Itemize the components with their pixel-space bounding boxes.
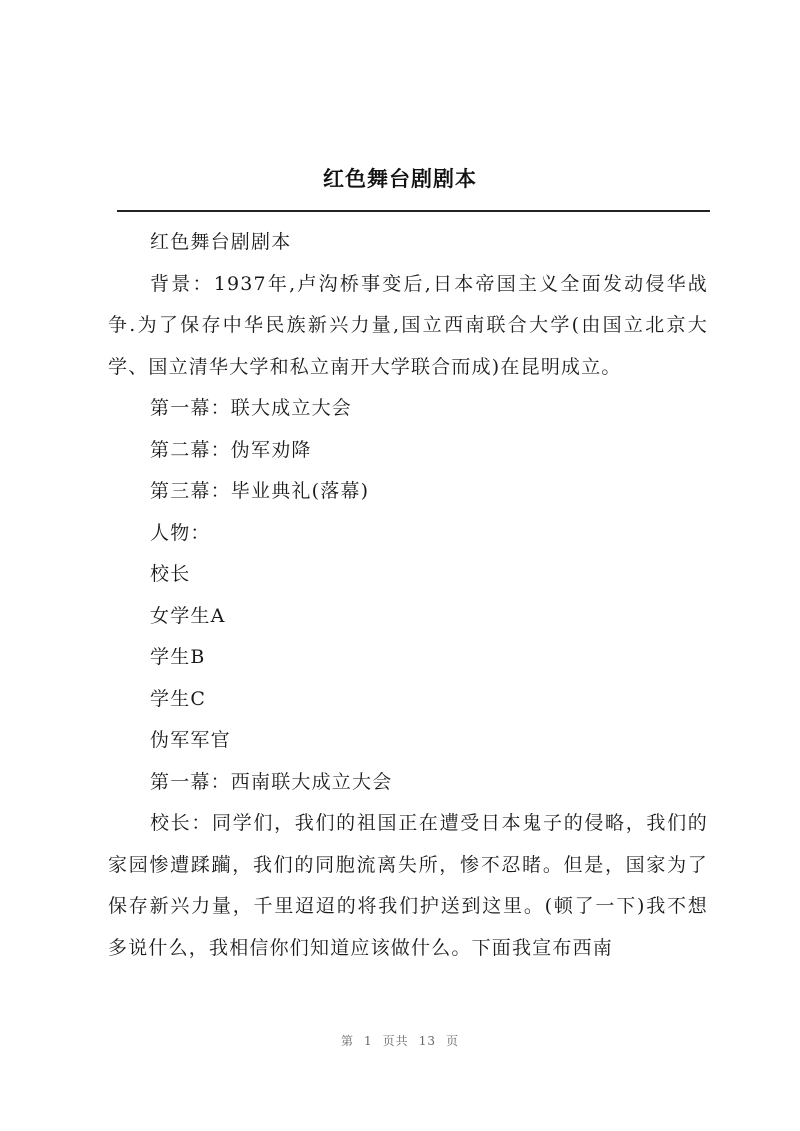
character-puppet-officer: 伪军军官 xyxy=(150,729,231,751)
character-student-c: 学生C xyxy=(150,687,207,710)
paragraph-principal-speech: 校长：同学们，我们的祖国正在遭受日本鬼子的侵略，我们的家园惨遭蹂躏，我们的同胞流离失所，惨不忍睹。但是，国家为了保存新兴力量，千里迢迢的将我们护送到这里。(顿了一下)我不想多说什么，我相信你们知道应该做什么。下面我宣布西南 xyxy=(108,812,708,959)
character-student-b: 学生B xyxy=(150,646,206,668)
footer-prefix: 第 xyxy=(341,1034,355,1048)
paragraph-background: 背景：1937年,卢沟桥事变后,日本帝国主义全面发动侵华战争.为了保存中华民族新兴力量,国立西南联合大学(由国立北京大学、国立清华大学和私立南开大学联合而成)在昆明成立。 xyxy=(108,272,708,378)
paragraph-act-2: 第二幕：伪军劝降 xyxy=(150,438,312,461)
character-student-a: 女学生A xyxy=(150,604,226,627)
footer-middle: 页共 xyxy=(382,1034,409,1048)
document-body xyxy=(108,222,708,969)
character-principal: 校长 xyxy=(150,563,191,585)
paragraph-characters-label: 人物： xyxy=(150,521,211,544)
footer-suffix: 页 xyxy=(445,1034,459,1048)
page-footer xyxy=(0,1032,800,1049)
footer-total-pages: 13 xyxy=(418,1034,436,1048)
title-divider xyxy=(117,210,710,212)
paragraph-scene-1-heading: 第一幕：西南联大成立大会 xyxy=(150,770,393,793)
footer-page-number: 1 xyxy=(364,1034,373,1048)
paragraph-heading: 红色舞台剧剧本 xyxy=(150,231,292,253)
paragraph-act-1: 第一幕：联大成立大会 xyxy=(150,397,353,419)
document-title: 红色舞台剧剧本 xyxy=(323,167,477,191)
paragraph-act-3: 第三幕：毕业典礼(落幕) xyxy=(150,480,370,502)
